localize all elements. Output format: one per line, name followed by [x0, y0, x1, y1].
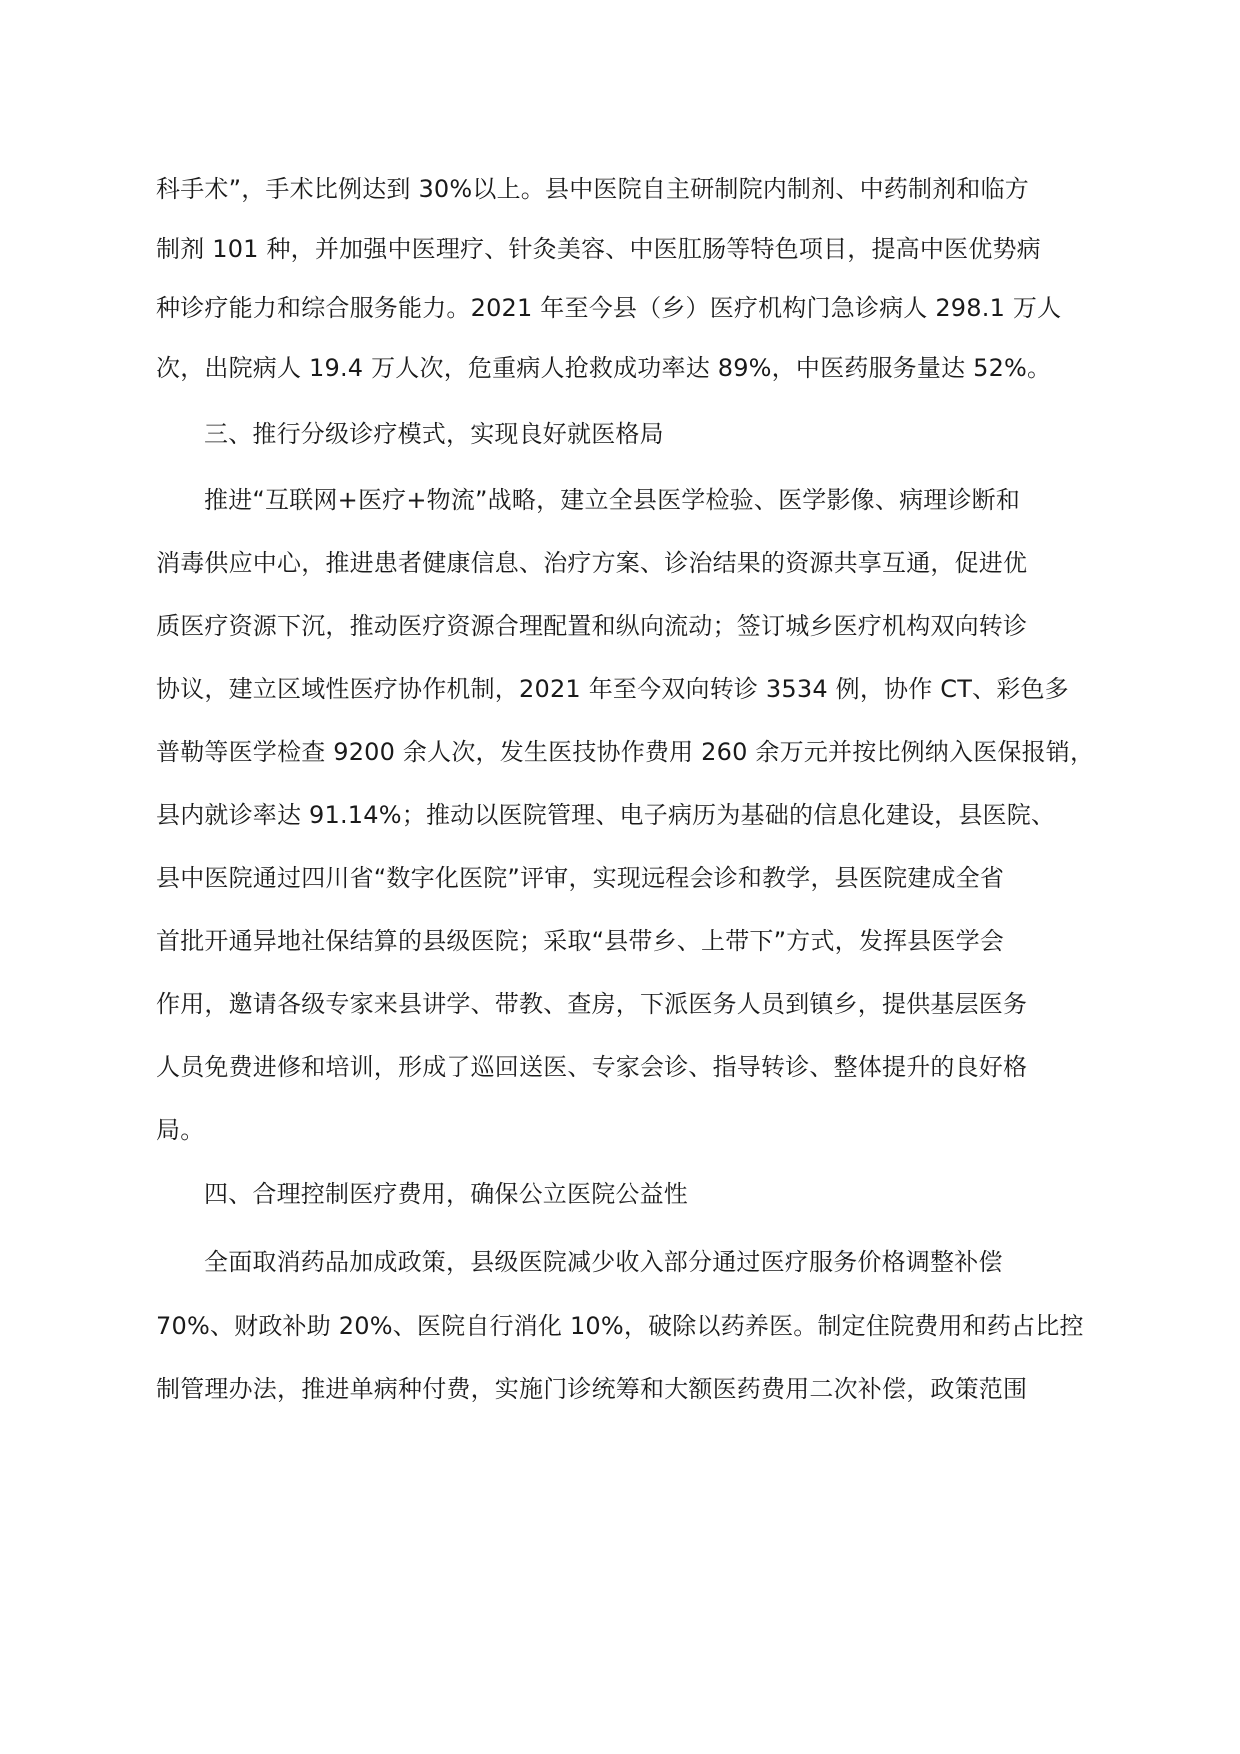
text-line: 全面取消药品加成政策，县级医院减少收入部分通过医疗服务价格调整补偿 [204, 1248, 1003, 1276]
section-heading-4: 四、合理控制医疗费用，确保公立医院公益性 [204, 1180, 688, 1208]
text-line: 70%、财政补助 20%、医院自行消化 10%，破除以药养医。制定住院费用和药占比控 [156, 1312, 1084, 1340]
text-line: 县中医院通过四川省“数字化医院”评审，实现远程会诊和教学，县医院建成全省 [156, 864, 1005, 892]
text-line: 人员免费进修和培训，形成了巡回送医、专家会诊、指导转诊、整体提升的良好格 [156, 1053, 1028, 1081]
text-line: 制剂 101 种，并加强中医理疗、针灸美容、中医肛肠等特色项目，提高中医优势病 [156, 235, 1041, 263]
text-line: 首批开通异地社保结算的县级医院；采取“县带乡、上带下”方式，发挥县医学会 [156, 927, 1005, 955]
text-line: 局。 [156, 1116, 205, 1144]
text-line: 种诊疗能力和综合服务能力。2021 年至今县（乡）医疗机构门急诊病人 298.1 万人 [156, 294, 1062, 322]
text-line: 制管理办法，推进单病种付费，实施门诊统筹和大额医药费用二次补偿，政策范围 [156, 1375, 1028, 1403]
text-line: 作用，邀请各级专家来县讲学、带教、查房，下派医务人员到镇乡，提供基层医务 [156, 990, 1028, 1018]
text-line: 普勒等医学检查 9200 余人次，发生医技协作费用 260 余万元并按比例纳入医保报销， [156, 738, 1095, 766]
text-line: 科手术”，手术比例达到 30%以上。县中医院自主研制院内制剂、中药制剂和临方 [156, 175, 1030, 203]
text-line: 推进“互联网+医疗+物流”战略，建立全县医学检验、医学影像、病理诊断和 [204, 486, 1021, 514]
section-heading-3: 三、推行分级诊疗模式，实现良好就医格局 [204, 420, 664, 448]
text-line: 次，出院病人 19.4 万人次，危重病人抢救成功率达 89%，中医药服务量达 52%。 [156, 354, 1052, 382]
text-line: 县内就诊率达 91.14%；推动以医院管理、电子病历为基础的信息化建设，县医院、 [156, 801, 1056, 829]
text-line: 质医疗资源下沉，推动医疗资源合理配置和纵向流动；签订城乡医疗机构双向转诊 [156, 612, 1028, 640]
text-line: 消毒供应中心，推进患者健康信息、治疗方案、诊治结果的资源共享互通，促进优 [156, 549, 1028, 577]
text-line: 协议，建立区域性医疗协作机制，2021 年至今双向转诊 3534 例，协作 CT、彩色多 [156, 675, 1069, 703]
